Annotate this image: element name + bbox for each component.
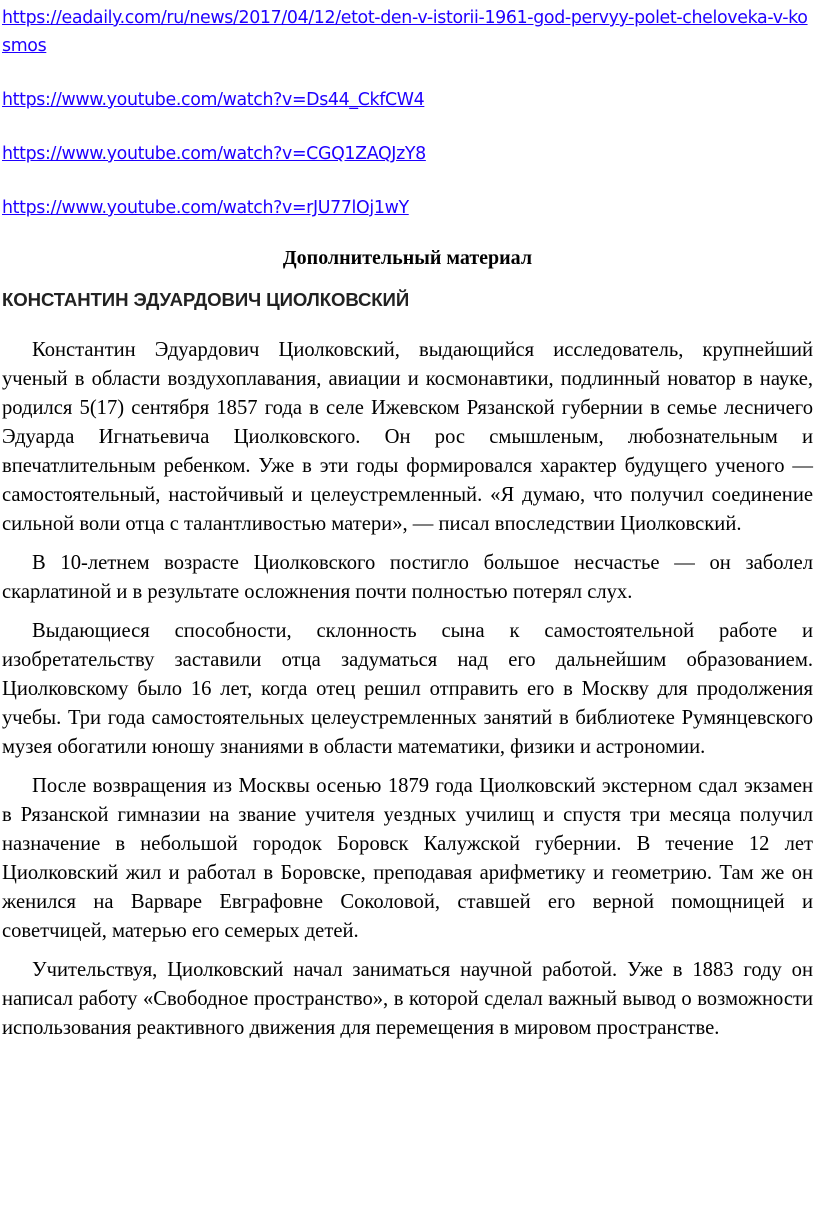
spacer xyxy=(2,222,813,244)
heading-additional-material: Дополнительный материал xyxy=(282,247,533,269)
link-youtube-1[interactable]: https://www.youtube.com/watch?v=Ds44_CkfCW4 xyxy=(2,90,425,110)
paragraph-borovsk: После возвращения из Москвы осенью 1879 года Циолковский экстерном сдал экзамен в Рязанской гимназии на звание учителя уездных училищ и спустя три месяца получил назначение в небольшой городок Боровск Калужской губернии. В течение 12 лет Циолковский жил и работал в Боровске, преподавая арифметику и геометрию. Там же он женился на Варваре Евграфовне Соколовой, ставшей его верной помощницей и советчицей, матерью его семерых детей. xyxy=(2,775,813,942)
link-spacer xyxy=(2,114,813,140)
link-youtube-2[interactable]: https://www.youtube.com/watch?v=CGQ1ZAQJzY8 xyxy=(2,144,426,164)
paragraph-illness: В 10-летнем возрасте Циолковского постигло большое несчастье — он заболел скарлатиной и в результате осложнения почти полностью потерял слух. xyxy=(2,552,813,603)
spacer xyxy=(2,272,813,286)
spacer xyxy=(2,314,813,336)
links-block xyxy=(2,0,813,222)
link-spacer xyxy=(2,168,813,194)
link-youtube-3[interactable]: https://www.youtube.com/watch?v=rJU77lOj1wY xyxy=(2,198,409,218)
section-title: КОНСТАНТИН ЭДУАРДОВИЧ ЦИОЛКОВСКИЙ xyxy=(2,289,410,310)
link-eadaily[interactable]: https://eadaily.com/ru/news/2017/04/12/etot-den-v-istorii-1961-god-pervyy-polet-cheloveka-v-kosmos xyxy=(2,8,808,56)
paragraph-biography: Константин Эдуардович Циолковский, выдающийся исследователь, крупнейший ученый в области воздухоплавания, авиации и космонавтики, подлинный новатор в науке, родился 5(17) сентября 1857 года в селе Ижевском Рязанской губернии в семье лесничего Эдуарда Игнатьевича Циолковского. Он рос смышленым, любознательным и впечатлительным ребенком. Уже в эти годы формировался характер будущего ученого — самостоятельный, настойчивый и целеустремленный. «Я думаю, что получил соединение сильной воли отца с талантливостью матери», — писал впоследствии Циолковский. xyxy=(2,339,813,535)
paragraph-education: Выдающиеся способности, склонность сына к самостоятельной работе и изобретательству заставили отца задуматься над его дальнейшим образованием. Циолковскому было 16 лет, когда отец решил отправить его в Москву для продолжения учебы. Три года самостоятельных целеустремленных занятий в библиотеке Румянцевского музея обогатили юношу знаниями в области математики, физики и астрономии. xyxy=(2,620,813,758)
paragraph-research: Учительствуя, Циолковский начал заниматься научной работой. Уже в 1883 году он написал работу «Свободное пространство», в которой сделал важный вывод о возможности использования реактивного движения для перемещения в мировом пространстве. xyxy=(2,959,813,1039)
link-spacer xyxy=(2,60,813,86)
